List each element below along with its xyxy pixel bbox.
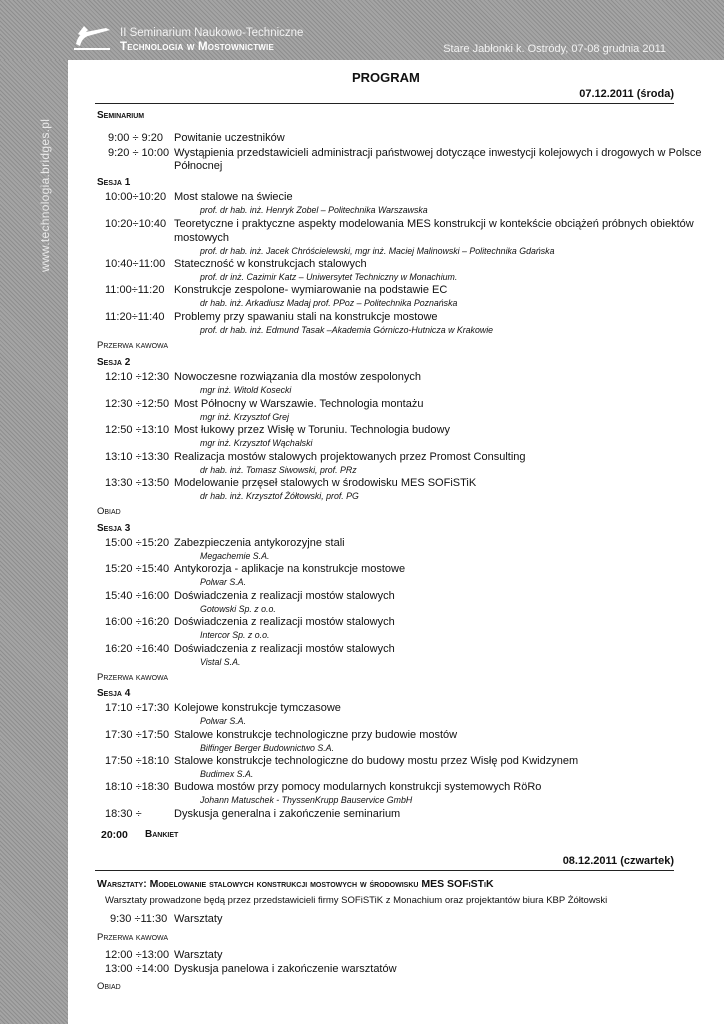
time: 17:30 ÷17:50 <box>105 729 170 741</box>
time: 9:00 ÷ 9:20 <box>108 132 163 144</box>
time: 12:00 ÷13:00 <box>105 949 170 961</box>
time: 18:10 ÷18:30 <box>105 781 170 793</box>
talk-author: Vistal S.A. <box>200 657 241 667</box>
talk-author: prof. dr inż. Cazimir Katz – Uniwersytet Techniczny w Monachium. <box>200 272 458 282</box>
time: 13:00 ÷14:00 <box>105 963 170 975</box>
talk-title: Stalowe konstrukcje technologiczne przy budowie mostów <box>174 729 458 741</box>
talk-author: prof. dr hab. inż. Edmund Tasak –Akademia Górniczo-Hutnicza w Krakowie <box>200 325 494 335</box>
talk-title: Stalowe konstrukcje technologiczne do budowy mostu przez Wisłę pod Kwidzynem <box>174 755 579 767</box>
talk-author: mgr inż. Krzysztof Grej <box>200 412 289 422</box>
talk-title: Powitanie uczestników <box>174 132 285 144</box>
talk-title: Most Północny w Warszawie. Technologia montażu <box>174 398 424 410</box>
time: 9:20 ÷ 10:00 <box>108 147 170 159</box>
divider <box>95 870 674 871</box>
talk-author: Bilfinger Berger Budownictwo S.A. <box>200 743 334 753</box>
banquet-label: Bankiet <box>145 829 179 840</box>
talk-title: Doświadczenia z realizacji mostów stalowych <box>174 643 395 655</box>
coffee-break-3: Przerwa kawowa <box>97 932 169 943</box>
talk-title: Problemy przy spawaniu stali na konstrukcje mostowe <box>174 311 438 323</box>
time: 10:40÷11:00 <box>105 258 166 270</box>
seminar-edition: II Seminarium Naukowo-Techniczne <box>120 27 304 39</box>
talk-title: Budowa mostów przy pomocy modularnych konstrukcji systemowych RöRo <box>174 781 542 793</box>
talk-title: Zabezpieczenia antykorozyjne stali <box>174 537 345 549</box>
talk-title: Konstrukcje zespolone- wymiarowanie na podstawie EC <box>174 284 448 296</box>
talk-author: Polwar S.A. <box>200 716 246 726</box>
workshop-note: Warsztaty prowadzone będą przez przedstawicieli firmy SOFiSTiK z Monachium oraz projektantów biura KBP Żółtowski <box>105 895 608 906</box>
lunch-1: Obiad <box>97 506 121 517</box>
talk-title: Wystąpienia przedstawicieli administracji państwowej dotyczące inwestycji kolejowych i drogowych w Polsce <box>174 147 702 159</box>
talk-author: mgr inż. Krzysztof Wąchalski <box>200 438 313 448</box>
time: 15:20 ÷15:40 <box>105 563 170 575</box>
website-link[interactable]: www.technologia.bridges.pl <box>38 118 52 272</box>
banquet-time: 20:00 <box>101 829 128 841</box>
workshop-title: Warsztaty: Modelowanie stalowych konstrukcji mostowych w środowisku MES SOFiSTiK <box>97 878 494 890</box>
talk-title: Doświadczenia z realizacji mostów stalowych <box>174 590 395 602</box>
session-3-label: Sesja 3 <box>97 523 131 534</box>
time: 13:10 ÷13:30 <box>105 451 170 463</box>
day2-date: 08.12.2011 (czwartek) <box>562 855 674 867</box>
time: 9:30 ÷11:30 <box>110 913 168 925</box>
talk-author: Intercor Sp. z o.o. <box>200 630 270 640</box>
talk-title: Doświadczenia z realizacji mostów stalowych <box>174 616 395 628</box>
talk-title: Kolejowe konstrukcje tymczasowe <box>174 702 341 714</box>
session-1-label: Sesja 1 <box>97 177 131 188</box>
session-4-label: Sesja 4 <box>97 688 131 699</box>
time: 12:50 ÷13:10 <box>105 424 170 436</box>
talk-title: Warsztaty <box>174 913 223 925</box>
talk-author: dr hab. inż. Arkadiusz Madaj prof. PPoz – Politechnika Poznańska <box>200 298 458 308</box>
talk-title-cont: mostowych <box>174 232 230 244</box>
time: 18:30 ÷ <box>105 808 142 820</box>
talk-author: Polwar S.A. <box>200 577 246 587</box>
program-title: PROGRAM <box>352 70 420 85</box>
time: 10:00÷10:20 <box>105 191 167 203</box>
bridge-logo-icon <box>72 20 112 54</box>
session-2-label: Sesja 2 <box>97 357 131 368</box>
talk-author: Megachemie S.A. <box>200 551 270 561</box>
place-date: Stare Jabłonki k. Ostródy, 07-08 grudnia 2011 <box>443 43 666 55</box>
talk-title: Modelowanie przęseł stalowych w środowisku MES SOFiSTiK <box>174 477 477 489</box>
day1-date: 07.12.2011 (środa) <box>579 88 674 100</box>
header-band <box>0 0 724 60</box>
talk-author: prof. dr hab. inż. Jacek Chróścielewski, mgr inż. Maciej Malinowski – Politechnika Gdańska <box>200 246 555 256</box>
talk-author: mgr inż. Witold Kosecki <box>200 385 292 395</box>
talk-title: Stateczność w konstrukcjach stalowych <box>174 258 367 270</box>
talk-title: Warsztaty <box>174 949 223 961</box>
coffee-break-1: Przerwa kawowa <box>97 340 169 351</box>
time: 12:30 ÷12:50 <box>105 398 170 410</box>
time: 11:00÷11:20 <box>105 284 165 296</box>
talk-title: Dyskusja generalna i zakończenie seminarium <box>174 808 401 820</box>
talk-title-cont: Północnej <box>174 160 223 172</box>
talk-title: Most stalowe na świecie <box>174 191 293 203</box>
time: 10:20÷10:40 <box>105 218 167 230</box>
talk-author: Gotowski Sp. z o.o. <box>200 604 276 614</box>
time: 17:50 ÷18:10 <box>105 755 170 767</box>
divider <box>95 103 674 104</box>
talk-title: Nowoczesne rozwiązania dla mostów zespolonych <box>174 371 422 383</box>
lunch-2: Obiad <box>97 981 121 992</box>
talk-author: dr hab. inż. Krzysztof Żółtowski, prof. PG <box>200 491 359 501</box>
seminar-title: Technologia w Mostownictwie <box>120 41 275 53</box>
time: 16:20 ÷16:40 <box>105 643 170 655</box>
talk-title: Dyskusja panelowa i zakończenie warsztatów <box>174 963 397 975</box>
talk-author: Johann Matuschek - ThyssenKrupp Bauservice GmbH <box>200 795 413 805</box>
talk-title: Realizacja mostów stalowych projektowanych przez Promost Consulting <box>174 451 526 463</box>
left-decorative-band <box>0 0 68 1024</box>
time: 16:00 ÷16:20 <box>105 616 170 628</box>
time: 11:20÷11:40 <box>105 311 165 323</box>
coffee-break-2: Przerwa kawowa <box>97 672 169 683</box>
time: 13:30 ÷13:50 <box>105 477 170 489</box>
seminar-label: Seminarium <box>97 110 145 121</box>
talk-author: dr hab. inż. Tomasz Siwowski, prof. PRz <box>200 465 357 475</box>
talk-author: Budimex S.A. <box>200 769 254 779</box>
time: 15:40 ÷16:00 <box>105 590 170 602</box>
talk-author: prof. dr hab. inż. Henryk Zobel – Politechnika Warszawska <box>200 205 428 215</box>
talk-title: Most łukowy przez Wisłę w Toruniu. Technologia budowy <box>174 424 450 436</box>
talk-title: Teoretyczne i praktyczne aspekty modelowania MES konstrukcji w kontekście obciążeń próbnych obiektów <box>174 218 694 230</box>
time: 15:00 ÷15:20 <box>105 537 170 549</box>
time: 17:10 ÷17:30 <box>105 702 170 714</box>
time: 12:10 ÷12:30 <box>105 371 170 383</box>
talk-title: Antykorozja - aplikacje na konstrukcje mostowe <box>174 563 406 575</box>
